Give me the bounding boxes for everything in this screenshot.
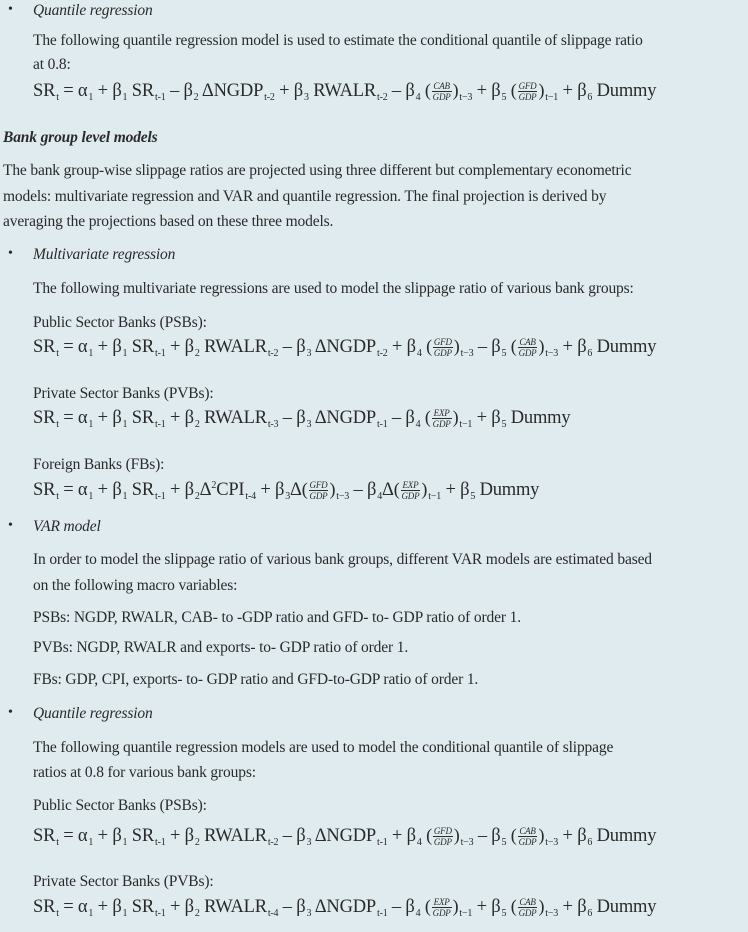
var-pvbs-line: PVBs: NGDP, RWALR and exports- to- GDP ratio of order 1. (33, 639, 409, 656)
label-pvbs: Private Sector Banks (PVBs): (33, 385, 214, 402)
equation-quantile-psbs: $SR_t = \alpha_1 + \beta_1$ $SR_{t-1} + \beta_2$ $RWALR_{t-2} - \beta_3$ $\Delta NGDP_{t-1} + \beta_4$ ( $\frac{\text{GFD}}{\text{GDP}}$ )$_{t-3} - \beta_5$ ( $\frac{\text{CAB}}{\text{GDP}}$ )$_{t-3} + \beta_6$ Dummy (33, 825, 657, 848)
equation-multivariate-pvbs: $SR_t = \alpha_1 + \beta_1$ $SR_{t-1} + \beta_2$ $RWALR_{t-3} - \beta_3$ $\Delta NGDP_{t-1} - \beta_4$ ( $\frac{\text{EXP}}{\text{GDP}}$ )$_{t-1} + \beta_5$ Dummy (33, 407, 571, 430)
paragraph-line: The following quantile regression models are used to model the conditional quantile of slippage (33, 739, 614, 756)
bullet: • (8, 246, 13, 261)
var-psbs-line: PSBs: NGDP, RWALR, CAB- to -GDP ratio and GFD- to- GDP ratio of order 1. (33, 609, 521, 626)
paragraph-line: The following multivariate regressions are used to model the slippage ratio of various bank groups: (33, 280, 634, 297)
fraction: $\frac{\text{EXP}}{\text{GDP}}$ (432, 408, 451, 430)
section-heading-quantile-regression: Quantile regression (33, 2, 153, 19)
section-heading-quantile-regression-bank: Quantile regression (33, 705, 153, 722)
bullet: • (8, 2, 13, 17)
fraction: $\frac{\text{EXP}}{\text{GDP}}$ (401, 480, 420, 502)
fraction: $\frac{\text{EXP}}{\text{GDP}}$ (432, 897, 451, 919)
equation-multivariate-psbs: $SR_t = \alpha_1 + \beta_1$ $SR_{t-1} + \beta_2$ $RWALR_{t-2} - \beta_3$ $\Delta NGDP_{t-2} + \beta_4$ ( $\frac{\text{GFD}}{\text{GDP}}$ )$_{t-3} - \beta_5$ ( $\frac{\text{CAB}}{\text{GDP}}$ )$_{t-3} + \beta_6$ Dummy (33, 336, 657, 359)
paragraph-line: ratios at 0.8 for various bank groups: (33, 764, 256, 781)
label-psbs: Public Sector Banks (PSBs): (33, 314, 207, 331)
bullet: • (8, 518, 13, 533)
section-heading-multivariate-regression: Multivariate regression (33, 246, 176, 263)
label-pvbs: Private Sector Banks (PVBs): (33, 873, 214, 890)
fraction: $\frac{\text{CAB}}{\text{GDP}}$ (432, 81, 451, 103)
equation-multivariate-fbs: $SR_t = \alpha_1 + \beta_1$ $SR_{t-1} + \beta_2\Delta^2CPI_{t-4} + \beta_3\Delta$( $\frac{\text{GFD}}{\text{GDP}}$ )$_{t-3} - \beta_4\Delta$( $\frac{\text{EXP}}{\text{GDP}}$ )$_{t-1} + \beta_5$ Dummy (33, 479, 540, 502)
section-heading-bank-group-level-models: Bank group level models (3, 129, 158, 146)
var-fbs-line: FBs: GDP, CPI, exports- to- GDP ratio and GFD-to-GDP ratio of order 1. (33, 671, 479, 688)
paragraph-line: The bank group-wise slippage ratios are projected using three different but complementary econometric (3, 162, 632, 179)
paragraph-line: The following quantile regression model is used to estimate the conditional quantile of slippage ratio (33, 32, 643, 49)
paragraph-line: models: multivariate regression and VAR and quantile regression. The final projection is derived by (3, 188, 607, 205)
fraction: $\frac{\text{GFD}}{\text{GDP}}$ (433, 826, 452, 848)
equation-quantile-pvbs: $SR_t = \alpha_1 + \beta_1$ $SR_{t-1} + \beta_2$ $RWALR_{t-4} - \beta_3$ $\Delta NGDP_{t-1} - \beta_4$ ( $\frac{\text{EXP}}{\text{GDP}}$ )$_{t-1} + \beta_5$ ( $\frac{\text{CAB}}{\text{GDP}}$ )$_{t-3} + \beta_6$ Dummy (33, 896, 657, 919)
equation-aggregate-quantile: $SR_t = \alpha_1 + \beta_1$ $SR_{t-1} - \beta_2$ $\Delta NGDP_{t-2} + \beta_3$ $RWALR_{t-2} - \beta_4$ ( $\frac{\text{CAB}}{\text{GDP}}$ )$_{t-3} + \beta_5$ ( $\frac{\text{GFD}}{\text{GDP}}$ )$_{t-1} + \beta_6$ Dummy (33, 80, 657, 103)
section-heading-var-model: VAR model (33, 518, 101, 535)
fraction: $\frac{\text{CAB}}{\text{GDP}}$ (518, 897, 537, 919)
fraction: $\frac{\text{GFD}}{\text{GDP}}$ (309, 480, 328, 502)
label-psbs: Public Sector Banks (PSBs): (33, 797, 207, 814)
fraction: $\frac{\text{CAB}}{\text{GDP}}$ (518, 826, 537, 848)
paragraph-line: averaging the projections based on these three models. (3, 213, 334, 230)
paragraph-line: at 0.8: (33, 56, 71, 73)
paragraph-line: In order to model the slippage ratio of various bank groups, different VAR models are estimated based (33, 551, 652, 568)
label-fbs: Foreign Banks (FBs): (33, 456, 165, 473)
fraction: $\frac{\text{GFD}}{\text{GDP}}$ (433, 337, 452, 359)
fraction: $\frac{\text{GFD}}{\text{GDP}}$ (518, 81, 537, 103)
bullet: • (8, 705, 13, 720)
fraction: $\frac{\text{CAB}}{\text{GDP}}$ (518, 337, 537, 359)
paragraph-line: on the following macro variables: (33, 577, 238, 594)
